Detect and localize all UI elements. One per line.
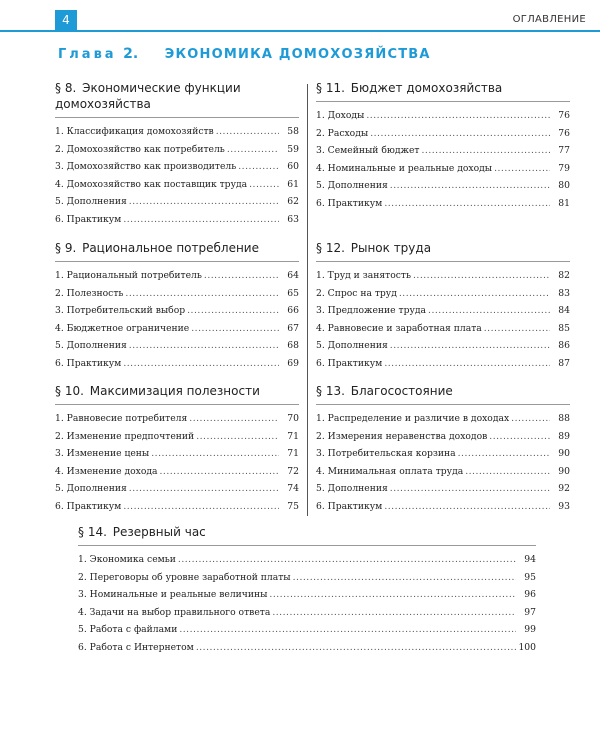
toc-entry (55, 498, 299, 516)
toc-entry-title: 5. Дополнения (55, 196, 127, 208)
dot-leader (384, 498, 550, 516)
dot-leader (489, 428, 550, 446)
toc-entry-page: 83 (558, 287, 570, 299)
dot-leader (187, 302, 279, 320)
dot-leader (384, 355, 550, 373)
toc-entry-title: 6. Практикум (55, 357, 122, 369)
dot-leader (390, 177, 550, 195)
section-11 (316, 80, 570, 213)
toc-entry-page: 60 (287, 161, 299, 173)
toc-entry-title: 1. Рациональный потребитель (55, 270, 202, 281)
dot-leader (160, 463, 280, 481)
toc-entry (316, 267, 570, 285)
toc-entry (78, 639, 536, 657)
toc-list (316, 267, 570, 373)
chapter-label: Глава (58, 47, 117, 62)
toc-entry (78, 604, 536, 622)
toc-entry-page: 69 (287, 357, 299, 369)
dot-leader (511, 410, 550, 428)
section-number: § 10. (55, 384, 84, 398)
dot-leader (129, 480, 279, 498)
toc-entry (316, 160, 570, 178)
toc-entry-page: 66 (287, 305, 299, 317)
toc-entry-title: 3. Потребительский выбор (55, 305, 186, 317)
toc-entry-title: 4. Домохозяйство как поставщик труда (55, 178, 248, 190)
toc-entry (55, 123, 299, 141)
toc-entry-page: 62 (287, 196, 299, 208)
toc-entry (55, 337, 299, 355)
toc-entry-title: 2. Полезность (55, 287, 124, 299)
section-title: Резервный час (112, 525, 206, 539)
toc-entry-page: 77 (558, 145, 570, 157)
toc-entry-page: 67 (287, 322, 299, 334)
section-rule (55, 404, 299, 405)
dot-leader (189, 410, 279, 428)
toc-entry (316, 125, 570, 143)
toc-entry-title: 4. Минимальная оплата труда (316, 465, 464, 477)
dot-leader (123, 355, 279, 373)
toc-entry-page: 75 (287, 500, 299, 512)
dot-leader (384, 195, 550, 213)
section-9 (55, 240, 299, 373)
toc-entry-page: 86 (558, 340, 570, 352)
toc-entry (55, 302, 299, 320)
dot-leader (370, 125, 550, 143)
toc-entry-page: 68 (287, 340, 299, 352)
toc-entry-page: 65 (287, 287, 299, 299)
toc-entry-title: 6. Практикум (316, 500, 383, 512)
toc-entry-page: 96 (524, 589, 536, 601)
toc-entry (55, 410, 299, 428)
toc-entry-title: 5. Дополнения (316, 340, 388, 352)
toc-entry-page: 59 (287, 143, 299, 155)
toc-entry (316, 142, 570, 160)
toc-entry-title: 6. Практикум (316, 197, 383, 209)
dot-leader (249, 176, 279, 194)
toc-list (55, 410, 299, 516)
toc-entry-page: 90 (558, 465, 570, 477)
dot-leader (179, 621, 516, 639)
dot-leader (293, 569, 516, 587)
section-12 (316, 240, 570, 373)
section-heading (55, 383, 299, 399)
toc-entry (316, 302, 570, 320)
section-number: § 11. (316, 81, 345, 95)
toc-entry-page: 87 (558, 357, 570, 369)
toc-entry-title: 2. Расходы (316, 127, 369, 139)
toc-entry (316, 428, 570, 446)
dot-leader (366, 107, 550, 125)
column-divider (307, 84, 308, 516)
toc-entry (316, 480, 570, 498)
toc-entry-title: 1. Классификация домохозяйств (55, 126, 214, 137)
toc-entry-page: 63 (287, 213, 299, 225)
dot-leader (272, 604, 516, 622)
toc-entry (55, 463, 299, 481)
dot-leader (390, 480, 550, 498)
toc-entry-page: 71 (287, 430, 299, 442)
toc-entry (78, 551, 536, 569)
dot-leader (413, 267, 550, 285)
toc-entry-title: 6. Практикум (55, 500, 122, 512)
toc-entry (55, 445, 299, 463)
dot-leader (465, 463, 550, 481)
section-number: § 9. (55, 241, 77, 255)
toc-entry-title: 5. Дополнения (316, 180, 388, 192)
toc-entry-page: 99 (524, 624, 536, 636)
dot-leader (494, 160, 550, 178)
dot-leader (484, 320, 550, 338)
toc-list (55, 267, 299, 373)
toc-entry (78, 569, 536, 587)
section-title-line1: Экономические функции (82, 81, 241, 95)
toc-entry-page: 85 (558, 322, 570, 334)
section-10 (55, 383, 299, 516)
toc-entry-title: 2. Измерения неравенства доходов (316, 430, 488, 442)
section-title-line2: домохозяйства (55, 97, 151, 111)
toc-entry (55, 355, 299, 373)
toc-entry-title: 4. Равновесие и заработная плата (316, 322, 482, 334)
section-heading (55, 80, 299, 112)
toc-entry-page: 89 (558, 430, 570, 442)
toc-entry-page: 95 (524, 571, 536, 583)
toc-entry-title: 2. Переговоры об уровне заработной платы (78, 571, 291, 583)
toc-entry (55, 158, 299, 176)
toc-entry (316, 410, 570, 428)
section-8 (55, 80, 299, 229)
toc-entry-title: 6. Работа с Интернетом (78, 641, 194, 653)
toc-entry-title: 4. Номинальные и реальные доходы (316, 162, 493, 174)
dot-leader (196, 639, 516, 657)
dot-leader (204, 267, 279, 285)
toc-entry-page: 71 (287, 448, 299, 460)
dot-leader (123, 498, 279, 516)
toc-entry-page: 64 (287, 270, 299, 281)
toc-entry-page: 80 (558, 180, 570, 192)
toc-entry (55, 141, 299, 159)
running-title: ОГЛАВЛЕНИЕ (512, 14, 586, 25)
toc-entry-title: 3. Изменение цены (55, 448, 150, 460)
dot-leader (216, 123, 279, 141)
toc-entry (316, 355, 570, 373)
toc-entry-title: 5. Работа с файлами (78, 624, 178, 636)
section-rule (78, 545, 536, 546)
toc-entry (55, 285, 299, 303)
toc-entry-title: 1. Равновесие потребителя (55, 413, 188, 424)
dot-leader (227, 141, 279, 159)
toc-entry-title: 5. Дополнения (55, 483, 127, 495)
toc-entry-page: 93 (558, 500, 570, 512)
chapter-number: 2. (123, 46, 139, 62)
toc-entry (316, 107, 570, 125)
toc-list (55, 123, 299, 229)
toc-entry (316, 177, 570, 195)
toc-entry (316, 337, 570, 355)
section-number: § 13. (316, 384, 345, 398)
toc-entry (55, 176, 299, 194)
toc-entry-title: 1. Доходы (316, 110, 365, 121)
toc-entry (316, 498, 570, 516)
dot-leader (123, 211, 279, 229)
toc-entry-title: 2. Домохозяйство как потребитель (55, 143, 225, 155)
section-rule (316, 404, 570, 405)
toc-entry (55, 428, 299, 446)
toc-entry (55, 267, 299, 285)
toc-entry-page: 88 (558, 413, 570, 424)
toc-entry-title: 4. Бюджетное ограничение (55, 322, 190, 334)
section-number: § 8. (55, 81, 77, 95)
section-heading (316, 383, 570, 399)
dot-leader (129, 193, 279, 211)
dot-leader (428, 302, 550, 320)
section-rule (55, 261, 299, 262)
toc-entry-title: 3. Потребительская корзина (316, 448, 456, 460)
chapter-title: ЭКОНОМИКА ДОМОХОЗЯЙСТВА (164, 47, 431, 62)
toc-entry-title: 1. Экономика семьи (78, 554, 176, 565)
toc-entry (316, 320, 570, 338)
toc-list (316, 410, 570, 516)
toc-entry-title: 3. Предложение труда (316, 305, 427, 317)
toc-entry-page: 90 (558, 448, 570, 460)
toc-entry (316, 445, 570, 463)
toc-entry (316, 195, 570, 213)
toc-entry-title: 4. Задачи на выбор правильного ответа (78, 606, 271, 618)
toc-entry (55, 211, 299, 229)
toc-entry-title: 5. Дополнения (55, 340, 127, 352)
page-number: 4 (55, 10, 77, 30)
section-title: Благосостояние (350, 384, 453, 398)
section-title: Рынок труда (350, 241, 432, 255)
toc-entry-title: 3. Домохозяйство как производитель (55, 161, 237, 173)
section-title: Максимизация полезности (89, 384, 260, 398)
section-heading (78, 524, 536, 540)
toc-entry-title: 6. Практикум (55, 213, 122, 225)
toc-entry (316, 285, 570, 303)
toc-entry-page: 58 (287, 126, 299, 137)
dot-leader (178, 551, 516, 569)
toc-entry-page: 81 (558, 197, 570, 209)
toc-entry-title: 1. Труд и занятость (316, 270, 411, 281)
section-rule (316, 261, 570, 262)
toc-entry-page: 61 (287, 178, 299, 190)
toc-entry-page: 94 (524, 554, 536, 565)
section-13 (316, 383, 570, 516)
section-title: Бюджет домохозяйства (350, 81, 503, 95)
dot-leader (422, 142, 551, 160)
toc-entry-page: 82 (558, 270, 570, 281)
toc-entry-page: 97 (524, 606, 536, 618)
section-heading (316, 240, 570, 256)
dot-leader (125, 285, 279, 303)
toc-entry-title: 1. Распределение и различие в доходах (316, 413, 510, 424)
section-title: Рациональное потребление (82, 241, 259, 255)
dot-leader (191, 320, 279, 338)
section-rule (55, 117, 299, 118)
section-number: § 14. (78, 525, 107, 539)
top-bar (0, 10, 600, 32)
section-number: § 12. (316, 241, 345, 255)
toc-entry (55, 193, 299, 211)
toc-entry-page: 76 (558, 127, 570, 139)
toc-entry-page: 70 (287, 413, 299, 424)
section-heading (55, 240, 299, 256)
toc-entry (55, 480, 299, 498)
section-rule (316, 101, 570, 102)
toc-entry (78, 621, 536, 639)
dot-leader (129, 337, 279, 355)
toc-entry-page: 84 (558, 305, 570, 317)
toc-entry-page: 76 (558, 110, 570, 121)
toc-entry-title: 4. Изменение дохода (55, 465, 158, 477)
toc-entry-page: 79 (558, 162, 570, 174)
chapter-heading (58, 46, 431, 62)
section-heading (316, 80, 570, 96)
toc-entry-title: 2. Изменение предпочтений (55, 430, 195, 442)
dot-leader (238, 158, 279, 176)
toc-entry (316, 463, 570, 481)
toc-entry-page: 100 (518, 641, 536, 653)
toc-entry-title: 5. Дополнения (316, 483, 388, 495)
toc-entry-title: 2. Спрос на труд (316, 287, 397, 299)
section-14 (78, 524, 536, 657)
toc-entry (55, 320, 299, 338)
toc-entry-page: 72 (287, 465, 299, 477)
toc-entry-title: 6. Практикум (316, 357, 383, 369)
toc-entry-title: 3. Номинальные и реальные величины (78, 589, 268, 601)
dot-leader (458, 445, 550, 463)
toc-entry-page: 92 (558, 483, 570, 495)
dot-leader (390, 337, 550, 355)
toc-entry-title: 3. Семейный бюджет (316, 145, 420, 157)
dot-leader (399, 285, 550, 303)
dot-leader (151, 445, 279, 463)
dot-leader (196, 428, 279, 446)
toc-list (316, 107, 570, 213)
toc-entry (78, 586, 536, 604)
dot-leader (269, 586, 516, 604)
toc-entry-page: 74 (287, 483, 299, 495)
toc-list (78, 551, 536, 657)
